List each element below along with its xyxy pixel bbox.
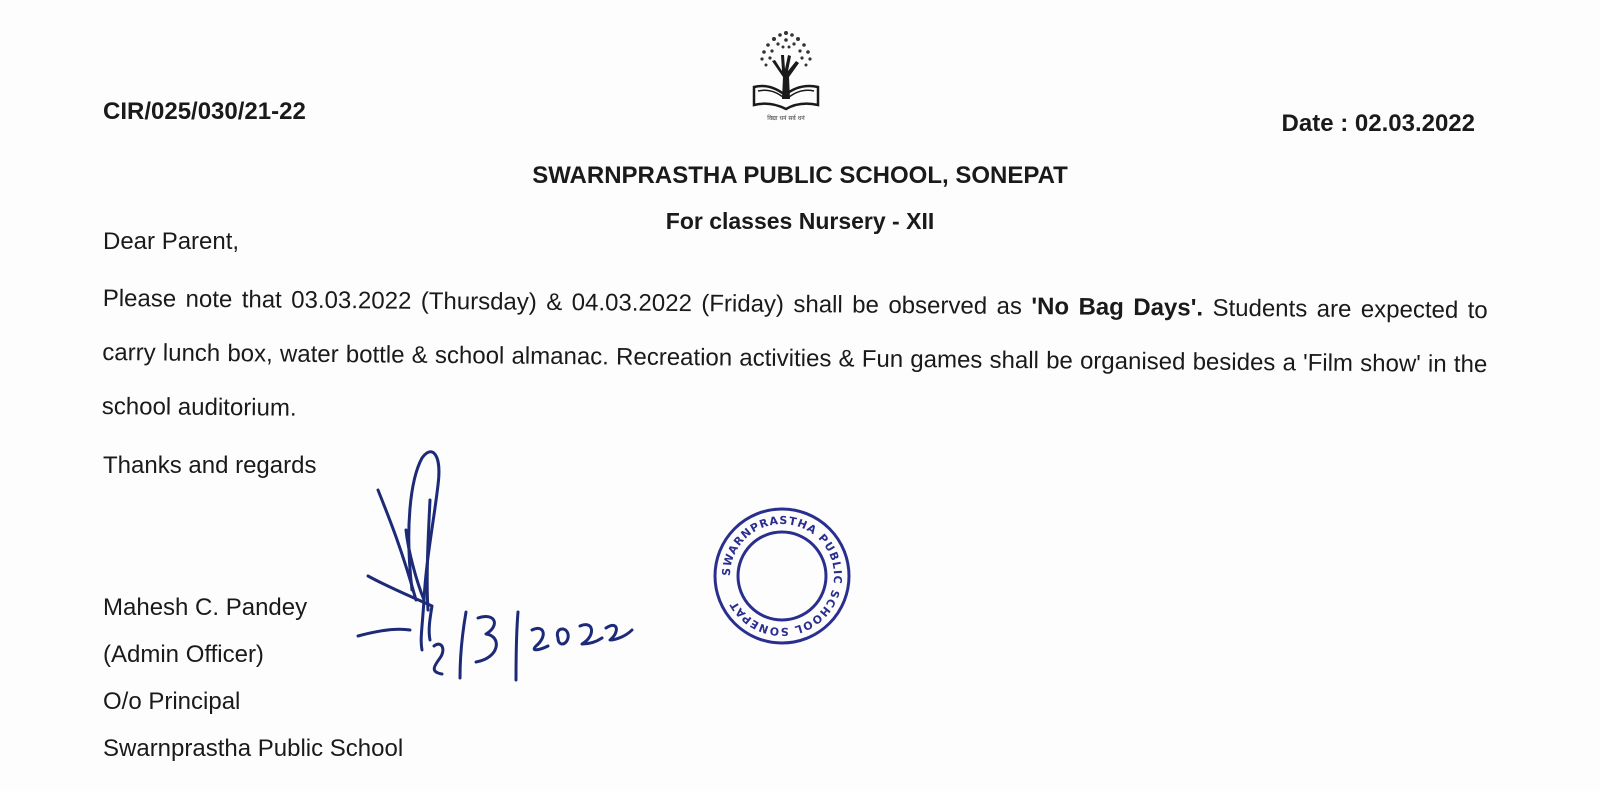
signatory-designation: (Admin Officer) [103,641,264,668]
signatory-name: Mahesh C. Pandey [103,594,308,621]
handwritten-signature [350,440,640,690]
signature-date-text: 2/3/2022 [350,440,354,441]
closing-line: Thanks and regards [103,452,317,479]
circular-date: Date : 02.03.2022 [1281,110,1475,137]
letter-body [102,272,1488,446]
signatory-school: Swarnprastha Public School [103,735,404,762]
school-seal-stamp [706,506,858,646]
signatory-office: O/o Principal [103,688,241,715]
logo-motto: विद्या धनं सर्व धनं [767,115,805,122]
school-name-heading: SWARNPRASTHA PUBLIC SCHOOL, SONEPAT [532,162,1068,189]
classes-subheading: For classes Nursery - XII [665,208,935,234]
no-bag-days-highlight: 'No Bag Days'. [1031,293,1204,322]
circular-reference-number: CIR/025/030/21-22 [103,98,306,125]
letter-body-details: Students are expected to carry lunch box, water bottle & school almanac. Recreation activities & Fun games shall be organised besides a 'Film show' in the school auditorium. [101,294,1488,422]
school-logo-icon [748,25,824,123]
letter-body-intro: Please note that 03.03.2022 (Thursday) & 04.03.2022 (Friday) shall be observed as [102,284,1032,321]
seal-text: SWARNPRASTHA PUBLIC SCHOOL SONEPAT [719,513,845,639]
salutation: Dear Parent, [103,228,240,255]
